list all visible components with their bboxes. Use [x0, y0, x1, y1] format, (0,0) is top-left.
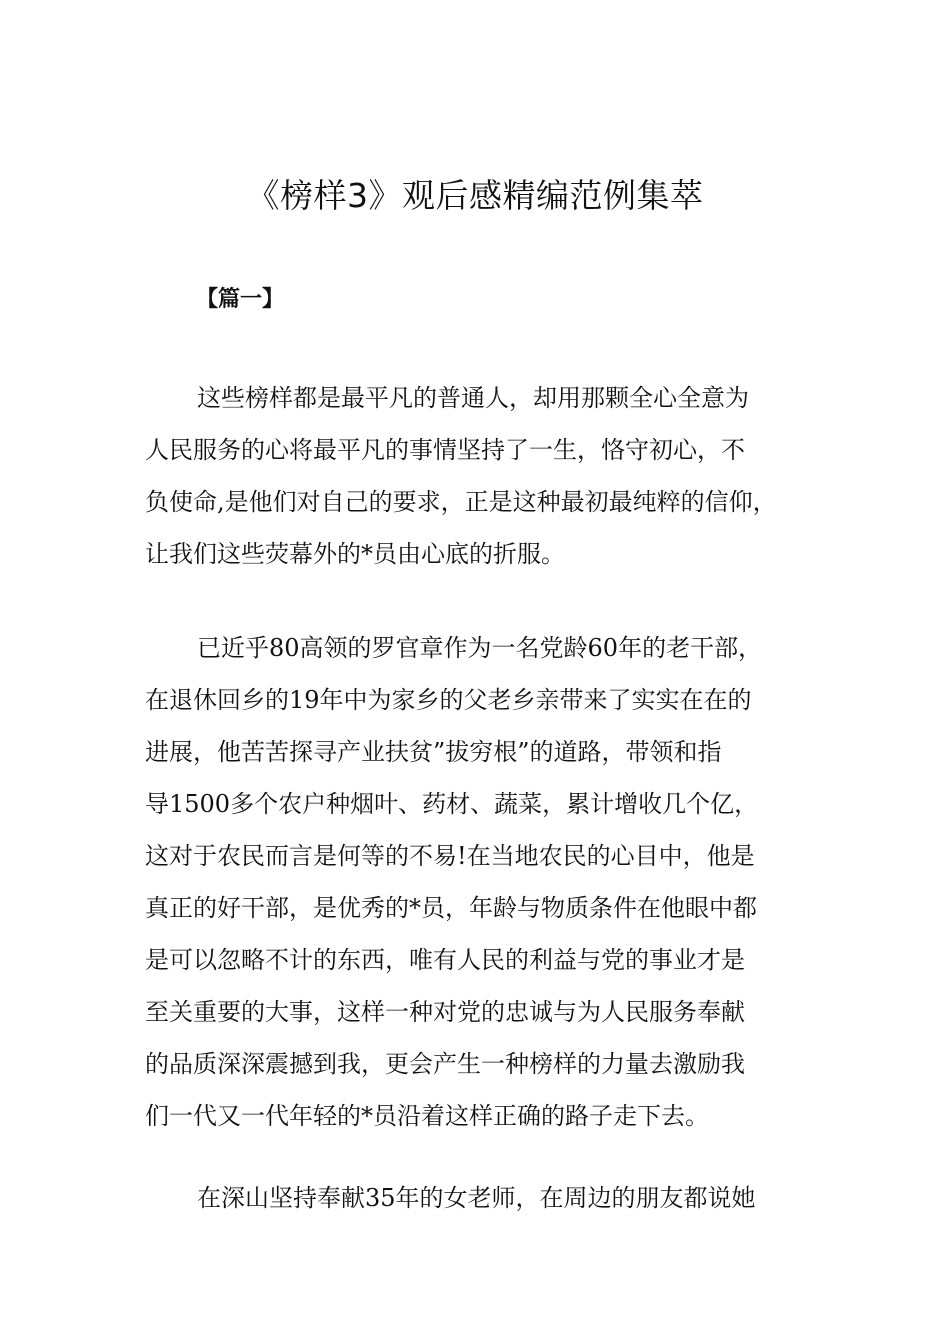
paragraph-line: 们一代又一代年轻的*员沿着这样正确的路子走下去。 [145, 1102, 709, 1130]
paragraph-3 [145, 1172, 825, 1224]
paragraph-line: 真正的好干部，是优秀的*员，年龄与物质条件在他眼中都 [145, 894, 757, 922]
paragraph-line: 至关重要的大事，这样一种对党的忠诚与为人民服务奉献 [145, 998, 745, 1026]
paragraph-line: 的品质深深震撼到我，更会产生一种榜样的力量去激励我 [145, 1050, 745, 1078]
paragraph-line: 已近乎80高领的罗官章作为一名党龄60年的老干部， [197, 634, 763, 662]
paragraph-line: 负使命,是他们对自己的要求，正是这种最初最纯粹的信仰， [145, 488, 777, 516]
paragraph-line: 进展，他苦苦探寻产业扶贫”拔穷根”的道路，带领和指 [145, 738, 722, 766]
paragraph-line: 让我们这些荧幕外的*员由心底的折服。 [145, 540, 565, 568]
paragraph-line: 这对于农民而言是何等的不易!在当地农民的心目中，他是 [145, 842, 755, 870]
paragraph-line: 在深山坚持奉献35年的女老师，在周边的朋友都说她 [197, 1184, 756, 1212]
paragraph-line: 这些榜样都是最平凡的普通人，却用那颗全心全意为 [197, 384, 749, 412]
paragraph-2 [145, 622, 825, 1142]
document-title: 《榜样3》观后感精编范例集萃 [246, 176, 704, 215]
section-label: 【篇一】 [196, 287, 285, 312]
paragraph-line: 是可以忽略不计的东西，唯有人民的利益与党的事业才是 [145, 946, 745, 974]
paragraph-line: 人民服务的心将最平凡的事情坚持了一生，恪守初心，不 [145, 436, 745, 464]
paragraph-line: 在退休回乡的19年中为家乡的父老乡亲带来了实实在在的 [145, 686, 752, 714]
paragraph-1 [145, 372, 825, 580]
paragraph-line: 导1500多个农户种烟叶、药材、蔬菜，累计增收几个亿， [145, 790, 759, 818]
